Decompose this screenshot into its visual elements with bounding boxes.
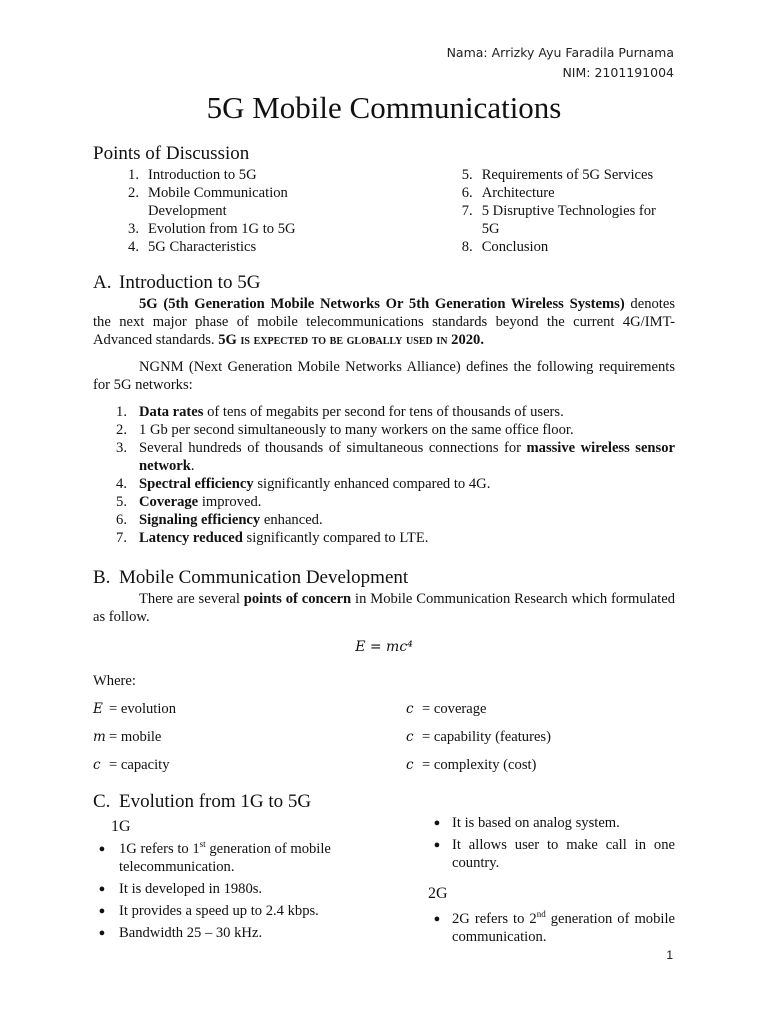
5g-label: 5G — [218, 332, 237, 348]
page-number: 1 — [666, 948, 673, 962]
5g-definition-bold: 5G (5th Generation Mobile Networks Or 5th Generation Wireless Systems) — [139, 296, 625, 312]
item-label: Mobile Communication — [148, 185, 288, 201]
section-b-text-post: in Mobile Communication Research which formulated as follow. — [93, 591, 676, 625]
variable-symbol: m — [93, 729, 106, 745]
requirement-text — [127, 475, 675, 493]
section-a-heading — [93, 271, 675, 295]
variable-symbol: c — [406, 701, 414, 717]
requirement-bold: Latency reduced — [139, 530, 243, 546]
requirement-item — [93, 439, 675, 475]
requirement-text — [127, 421, 675, 439]
item-label: Development — [148, 203, 227, 219]
variable-meaning: = coverage — [422, 701, 487, 717]
variable-meaning: = capability (features) — [422, 729, 551, 745]
item-number: 1. — [116, 404, 127, 420]
discussion-item — [93, 166, 427, 184]
2g-label: 2G — [428, 885, 448, 902]
section-c-title: Evolution from 1G to 5G — [119, 791, 312, 812]
requirement-body: improved. — [198, 494, 262, 510]
item-number — [93, 202, 139, 220]
requirement-bold-2: massive wireless sensor network — [139, 440, 675, 474]
variable-symbol: E — [93, 701, 103, 717]
requirement-bold: Spectral efficiency — [139, 476, 254, 492]
list-item — [428, 814, 675, 832]
discussion-item — [93, 184, 427, 202]
discussion-item — [427, 238, 675, 256]
section-b — [93, 566, 675, 774]
bullet-icon: ● — [98, 905, 106, 917]
discussion-section — [93, 142, 675, 256]
requirement-text — [127, 493, 675, 511]
item-label: Conclusion — [481, 239, 549, 255]
variable-definition — [406, 700, 676, 718]
item-number: 4. — [128, 239, 139, 255]
section-a-title: Introduction to 5G — [119, 272, 261, 293]
document-title: 5G Mobile Communications — [206, 90, 562, 125]
variable-symbol: c — [406, 729, 414, 745]
discussion-heading: Points of Discussion — [93, 143, 250, 164]
variable-definition — [93, 728, 406, 746]
requirement-body: of tens of megabits per second for tens of thousands of users. — [203, 404, 564, 420]
requirement-bold: Data rates — [139, 404, 204, 420]
discussion-right-column — [427, 166, 675, 256]
requirement-body: 1 Gb per second simultaneously to many workers on the same office floor. — [139, 422, 574, 438]
section-b-heading — [93, 566, 675, 590]
list-item — [93, 902, 363, 920]
item-label: 5 Disruptive Technologies for 5G — [481, 203, 656, 237]
discussion-item — [427, 184, 675, 202]
section-c-number: C. — [93, 791, 111, 812]
requirement-bold: Signaling efficiency — [139, 512, 261, 528]
requirement-item — [93, 493, 675, 511]
5g-definition-text: denotes the next major phase of mobile telecommunications standards beyond the current 4G/IMT-Advanced standards. — [93, 296, 675, 348]
item-number: 5. — [116, 494, 127, 510]
list-item — [93, 924, 363, 942]
discussion-item — [93, 220, 427, 238]
requirement-item — [93, 403, 675, 421]
item-number: 7. — [461, 203, 473, 219]
discussion-item — [93, 238, 427, 256]
discussion-item — [427, 166, 675, 184]
bullet-icon: ● — [433, 913, 441, 925]
1g-list — [93, 840, 363, 876]
list-item: ● 1G refers to 1st generation of mobile telecommunication. — [93, 840, 363, 876]
author-nim: NIM: 2101191004 — [562, 65, 674, 80]
discussion-item — [427, 202, 675, 238]
bullet-icon: ● — [98, 883, 106, 895]
list-item-text: It is based on analog system. — [452, 815, 620, 831]
discussion-left-column — [93, 166, 427, 256]
item-label: Evolution from 1G to 5G — [148, 221, 296, 237]
item-label: Introduction to 5G — [148, 167, 257, 183]
variable-definition — [406, 728, 676, 746]
item-number: 6. — [461, 185, 473, 201]
bullet-icon: ● — [433, 817, 441, 829]
list-item — [93, 880, 363, 898]
bullet-icon: ● — [433, 839, 441, 851]
item-number: 6. — [116, 512, 127, 528]
section-c-heading — [93, 790, 675, 814]
item-number: 1. — [128, 167, 139, 183]
item-number: 8. — [461, 239, 473, 255]
variable-definition — [93, 700, 406, 718]
author-name: Nama: Arrizky Ayu Faradila Purnama — [446, 45, 674, 60]
requirement-item — [93, 421, 675, 439]
1g-more-list — [93, 880, 363, 942]
requirement-item — [93, 511, 675, 529]
requirement-body: Several hundreds of thousands of simultaneous connections for — [139, 440, 527, 456]
analog-list — [428, 814, 675, 872]
5g-year: 2020. — [451, 332, 484, 348]
item-number: 2. — [128, 185, 139, 201]
section-c-right-column — [428, 814, 675, 946]
section-b-number: B. — [93, 567, 111, 588]
section-a-paragraph-2: NGNM (Next Generation Mobile Networks Alliance) defines the following requirements for 5G networks: — [93, 359, 675, 393]
requirement-body: significantly compared to LTE. — [242, 530, 429, 546]
item-number: 3. — [128, 221, 139, 237]
list-item-text: It provides a speed up to 2.4 kbps. — [119, 903, 319, 919]
2g-list — [428, 910, 675, 946]
requirement-body-2: . — [190, 458, 195, 474]
item-number: 4. — [116, 476, 127, 492]
requirement-text — [127, 439, 675, 475]
section-a-paragraph-1 — [93, 295, 675, 349]
variable-meaning: = mobile — [109, 729, 162, 745]
item-label: 5G Characteristics — [148, 239, 257, 255]
requirement-text — [127, 511, 675, 529]
points-of-concern: points of concern — [243, 591, 352, 607]
equation: E = mc⁴ — [355, 639, 413, 655]
item-number: 7. — [116, 530, 127, 546]
section-b-paragraph — [93, 590, 675, 626]
variable-symbol: c — [406, 757, 414, 773]
section-c-left-column — [93, 816, 363, 946]
requirement-item — [93, 475, 675, 493]
requirements-list — [93, 403, 675, 547]
5g-expectation: is expected to be globally used in — [236, 332, 452, 348]
requirement-text — [127, 529, 675, 547]
variable-definitions — [93, 700, 675, 774]
list-item-text: Bandwidth 25 – 30 kHz. — [119, 925, 263, 941]
bullet-icon: ● — [98, 927, 106, 939]
item-number: 5. — [461, 167, 473, 183]
list-item-text: It is developed in 1980s. — [119, 881, 263, 897]
section-c — [93, 790, 675, 814]
item-label: Requirements of 5G Services — [481, 167, 654, 183]
requirement-body: significantly enhanced compared to 4G. — [253, 476, 491, 492]
section-b-title: Mobile Communication Development — [119, 567, 409, 588]
list-item — [428, 836, 675, 872]
author-header — [447, 43, 674, 83]
variable-meaning: = evolution — [109, 701, 177, 717]
item-number: 3. — [116, 440, 127, 456]
variable-meaning: = capacity — [109, 757, 170, 773]
requirement-bold: Coverage — [139, 494, 199, 510]
variable-definition — [93, 756, 406, 774]
discussion-item — [93, 202, 427, 220]
item-number: 2. — [116, 422, 127, 438]
list-item: ● 2G refers to 2nd generation of mobile communication. — [428, 910, 675, 946]
section-a-number: A. — [93, 272, 112, 293]
variable-definition — [406, 756, 676, 774]
section-b-text-pre: There are several — [139, 591, 244, 607]
1g-label: 1G — [111, 818, 131, 835]
requirement-text — [127, 403, 675, 421]
requirement-body: enhanced. — [260, 512, 323, 528]
requirement-item — [93, 529, 675, 547]
item-label: Architecture — [481, 185, 555, 201]
where-label: Where: — [93, 673, 136, 689]
section-a — [93, 271, 675, 547]
variable-symbol: c — [93, 757, 101, 773]
bullet-icon: ● — [98, 843, 106, 855]
list-item-text: It allows user to make call in one country. — [452, 837, 675, 871]
discussion-list — [93, 166, 675, 256]
variable-meaning: = complexity (cost) — [422, 757, 537, 773]
